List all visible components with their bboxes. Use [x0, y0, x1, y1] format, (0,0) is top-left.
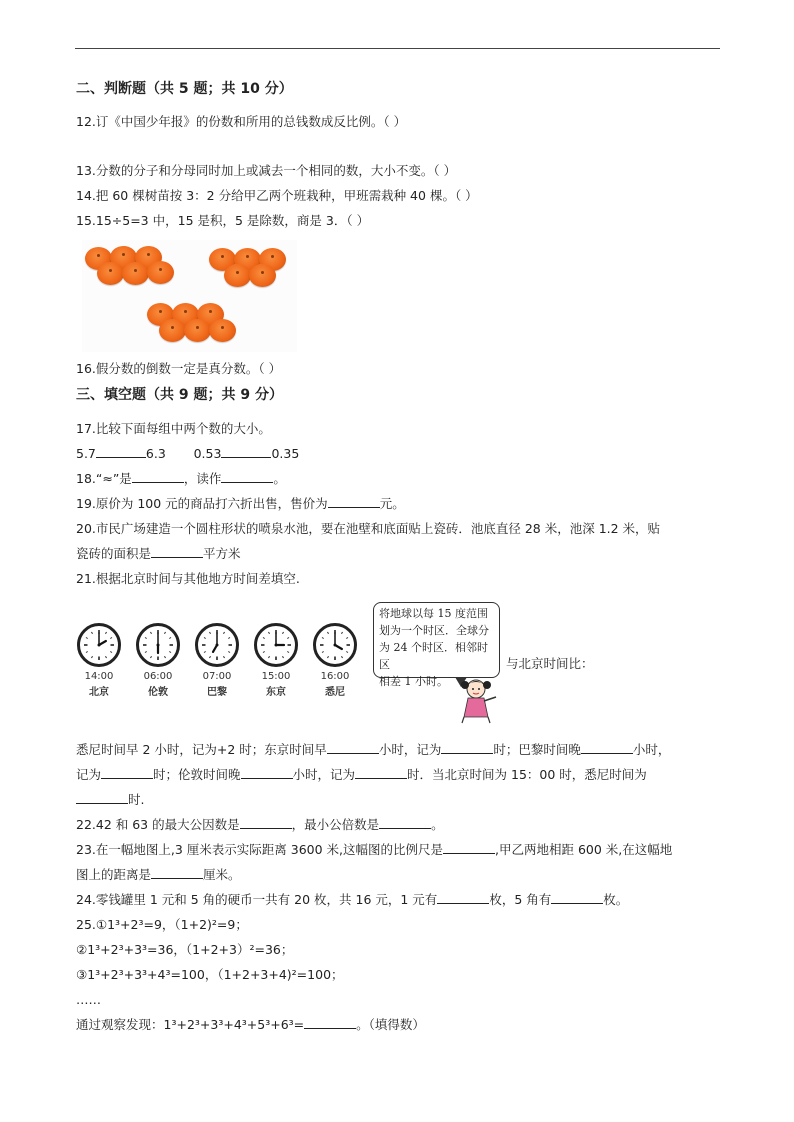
clock-face-icon — [254, 623, 298, 667]
q24-c: 枚。 — [603, 892, 629, 907]
q21-l2-c: 小时，记为 — [292, 767, 356, 782]
clock-city-label: 北京 — [89, 687, 109, 698]
section-title-judge: 二、判断题（共 5 题；共 10 分） — [76, 81, 293, 97]
timezone-speech-bubble — [373, 602, 500, 688]
q21-l2-a: 记为 — [76, 767, 102, 782]
q19-text-b: 元。 — [379, 496, 405, 511]
question-25-line3: ③1³+2³+3³+4³=100，（1+2+3+4)²=100； — [76, 967, 344, 982]
clock-city-label: 悉尼 — [325, 687, 345, 698]
clock-face-icon — [77, 623, 121, 667]
question-21-line1 — [76, 741, 670, 759]
q17-blank-a[interactable] — [96, 445, 146, 458]
q17-a1: 5.7 — [76, 446, 96, 461]
question-14: 14.把 60 棵树苗按 3：2 分给甲乙两个班栽种，甲班需栽种 40 棵。（ ） — [76, 188, 478, 203]
q20-text-b: 平方米 — [203, 546, 241, 561]
q24-a: 24.零钱罐里 1 元和 5 角的硬币一共有 20 枚，共 16 元，1 元有 — [76, 892, 438, 907]
clock-face-icon — [195, 623, 239, 667]
q23-b: ,甲乙两地相距 600 米,在这幅地 — [495, 842, 673, 857]
q21-blank-sydney-time[interactable] — [76, 791, 128, 804]
q23-d: 厘米。 — [203, 867, 241, 882]
q17-b1: 0.53 — [193, 446, 222, 461]
q23-blank-scale[interactable] — [443, 841, 495, 854]
question-21-line3 — [76, 791, 144, 809]
question-23-line1 — [76, 841, 672, 859]
q18-blank-2[interactable] — [221, 470, 273, 483]
q24-blank-jiao[interactable] — [551, 891, 603, 904]
q22-c: 。 — [431, 817, 444, 832]
q21-blank-tokyo-record[interactable] — [441, 741, 493, 754]
q24-blank-yuan[interactable] — [437, 891, 489, 904]
clock-time-label: 14:00 — [84, 671, 114, 682]
question-17: 17.比较下面每组中两个数的大小。 — [76, 421, 271, 436]
q22-b: ，最小公倍数是 — [291, 817, 380, 832]
question-21: 21.根据北京时间与其他地方时间差填空. — [76, 571, 300, 586]
q18-blank-1[interactable] — [132, 470, 184, 483]
q18-text-c: 。 — [273, 471, 286, 486]
clock-time-label: 07:00 — [202, 671, 232, 682]
q21-blank-paris-hours[interactable] — [581, 741, 633, 754]
section-title-fill: 三、填空题（共 9 题；共 9 分） — [76, 387, 283, 403]
question-15: 15.15÷5=3 中，15 是积，5 是除数，商是 3．（ ） — [76, 213, 370, 228]
question-22 — [76, 816, 444, 834]
q21-blank-london-record[interactable] — [355, 766, 407, 779]
clock-city-label: 东京 — [266, 687, 286, 698]
bubble-line-4: 相差 1 小时。 — [379, 675, 448, 688]
q21-l2-b: 时；伦敦时间晚 — [153, 767, 241, 782]
girl-cartoon-icon — [454, 675, 509, 725]
q17-a2: 6.3 — [145, 446, 166, 461]
q21-l3: 时. — [128, 792, 145, 807]
clock-time-label: 16:00 — [320, 671, 350, 682]
clock-city-label: 巴黎 — [207, 687, 227, 698]
bubble-line-3: 为 24 个时区．相邻时区 — [379, 641, 488, 671]
q23-c: 图上的距离是 — [76, 867, 152, 882]
q19-text-a: 19.原价为 100 元的商品打六折出售，售价为 — [76, 496, 328, 511]
q17-b2: 0.35 — [271, 446, 300, 461]
clock-city-label: 伦敦 — [148, 687, 168, 698]
question-25-conclusion — [76, 1016, 425, 1034]
question-25-line1: 25.①1³+2³=9，（1+2)²=9； — [76, 917, 248, 932]
question-21-line2 — [76, 766, 647, 784]
q22-blank-gcd[interactable] — [240, 816, 292, 829]
q22-blank-lcm[interactable] — [379, 816, 431, 829]
bubble-line-1: 将地球以每 15 度范围 — [379, 607, 488, 620]
question-16: 16.假分数的倒数一定是真分数。（ ） — [76, 361, 282, 376]
oranges-illustration — [82, 240, 297, 352]
question-19 — [76, 495, 405, 513]
q21-blank-london-hours[interactable] — [241, 766, 293, 779]
question-12: 12.订《中国少年报》的份数和所用的总钱数成反比例。（ ） — [76, 114, 407, 129]
question-18 — [76, 470, 286, 488]
q20-text-a: 瓷砖的面积是 — [76, 546, 152, 561]
bubble-line-2: 划为一个时区．全球分 — [379, 624, 489, 637]
q21-l1-d: 小时， — [632, 742, 671, 757]
question-17-items — [76, 445, 299, 463]
question-20-line2 — [76, 545, 241, 563]
q25-b: 。（填得数） — [356, 1017, 425, 1032]
clock-time-label: 15:00 — [261, 671, 291, 682]
clock-face-icon — [313, 623, 357, 667]
q20-blank[interactable] — [151, 545, 203, 558]
q19-blank[interactable] — [328, 495, 380, 508]
question-13: 13.分数的分子和分母同时加上或减去一个相同的数，大小不变。（ ） — [76, 163, 457, 178]
q21-l1-a: 悉尼时间早 2 小时，记为+2 时；东京时间早 — [76, 742, 327, 757]
question-24 — [76, 891, 628, 909]
q21-l1-b: 小时，记为 — [378, 742, 442, 757]
question-23-line2 — [76, 866, 241, 884]
q21-l1-c: 时；巴黎时间晚 — [493, 742, 581, 757]
clock-face-icon — [136, 623, 180, 667]
question-25-ellipsis: …… — [76, 992, 101, 1007]
q23-blank-distance[interactable] — [151, 866, 203, 879]
q25-blank[interactable] — [304, 1016, 356, 1029]
q21-blank-paris-record[interactable] — [101, 766, 153, 779]
q23-a: 23.在一幅地图上,3 厘米表示实际距离 3600 米,这幅图的比例尺是 — [76, 842, 444, 857]
question-20-line1: 20.市民广场建造一个圆柱形状的喷泉水池，要在池壁和底面贴上瓷砖．池底直径 28 米，池深 1.2 米，贴 — [76, 521, 661, 536]
question-21-suffix: 与北京时间比： — [506, 656, 594, 671]
q21-l2-d: 时．当北京时间为 15：00 时，悉尼时间为 — [407, 767, 647, 782]
header-rule — [75, 48, 720, 49]
q22-a: 22.42 和 63 的最大公因数是 — [76, 817, 240, 832]
question-25-line2: ②1³+2³+3³=36，（1+2+3）²=36； — [76, 942, 294, 957]
q17-blank-b[interactable] — [221, 445, 271, 458]
q18-text-b: ，读作 — [183, 471, 222, 486]
q24-b: 枚，5 角有 — [489, 892, 552, 907]
q21-blank-tokyo-hours[interactable] — [327, 741, 379, 754]
q25-a: 通过观察发现：1³+2³+3³+4³+5³+6³= — [76, 1017, 305, 1032]
clock-time-label: 06:00 — [143, 671, 173, 682]
q18-text-a: 18.“≈”是 — [76, 471, 132, 486]
